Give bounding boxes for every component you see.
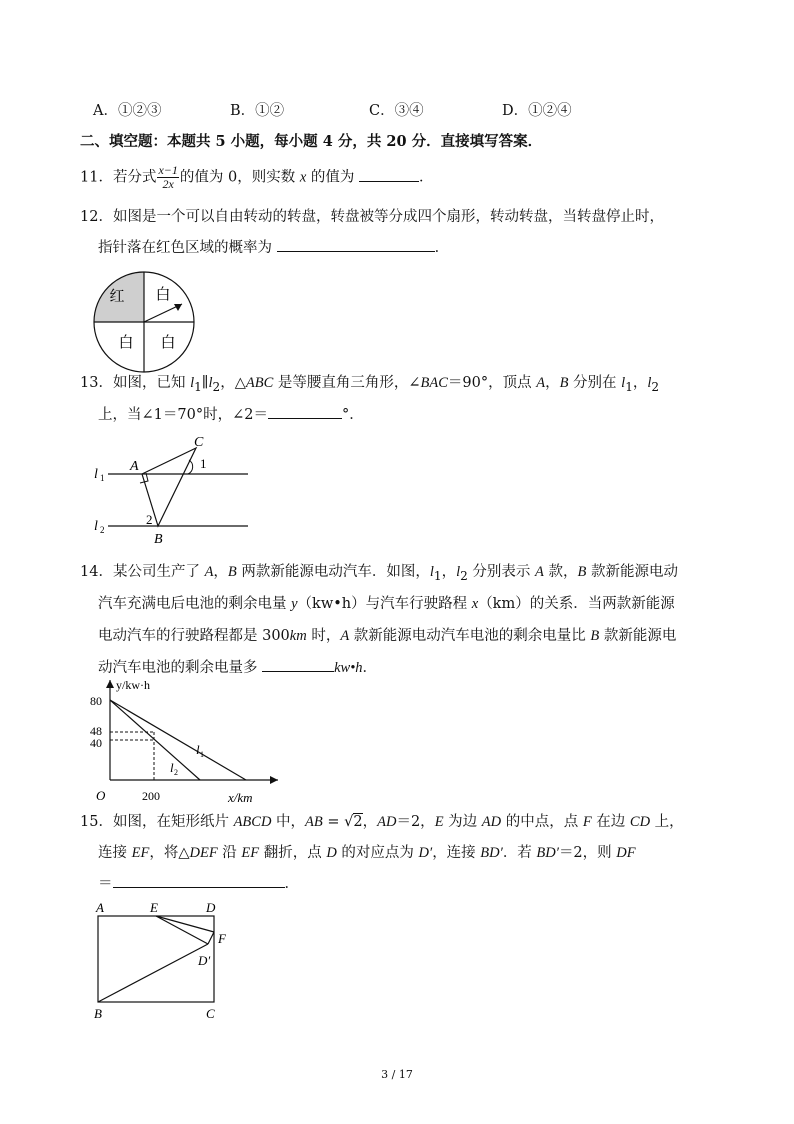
fraction: $\frac{x-1}{2x}$ (158, 163, 178, 191)
svg-text:40: 40 (90, 736, 102, 750)
rectangle-abcd (98, 916, 214, 1002)
question-15-line1: 15．如图，在矩形纸片 ABCD 中，AB = √2，AD＝2，E 为边 AD 的中点，点 F 在边 CD 上， (80, 814, 684, 830)
rectangle-diagram (88, 898, 228, 1022)
sector-label-white: 白 (118, 335, 134, 351)
svg-text:80: 80 (90, 694, 102, 708)
svg-text:C: C (206, 1006, 215, 1021)
svg-text:1: 1 (200, 750, 204, 759)
line-l2 (110, 700, 200, 780)
answer-blank-11[interactable] (359, 167, 419, 182)
svg-text:D′: D′ (198, 953, 211, 968)
segment-bd-prime (98, 944, 211, 1002)
option-b[interactable]: B．①② (230, 103, 285, 119)
svg-text:1: 1 (200, 456, 207, 471)
svg-text:2: 2 (100, 525, 105, 535)
svg-text:l: l (170, 760, 174, 775)
svg-text:A: A (130, 459, 139, 474)
svg-text:l: l (196, 742, 200, 757)
option-d[interactable]: D．①②④ (502, 103, 572, 119)
answer-blank-12[interactable] (277, 237, 435, 252)
question-11: 11．若分式 $\frac{x-1}{2x}$ 的值为 0，则实数 x 的值为 ． (80, 163, 434, 191)
svg-text:F: F (218, 931, 226, 946)
svg-text:B: B (154, 532, 163, 547)
segment-ef (156, 916, 214, 932)
question-13-line1: 13．如图，已知 $l_1\parallel l_2$，△ABC 是等腰直角三角形，∠BAC＝90°，顶点 A，B 分别在 $l_1$，$l_2$ (80, 375, 660, 394)
sector-label-white: 白 (155, 287, 171, 303)
option-c[interactable]: C．③④ (369, 103, 424, 119)
answer-blank-13[interactable] (268, 404, 342, 419)
svg-text:1: 1 (100, 473, 105, 483)
svg-text:E: E (150, 900, 158, 915)
question-12-line2: 指针落在红色区域的概率为 ． (98, 237, 449, 259)
answer-blank-15[interactable] (113, 873, 285, 888)
page-number: 3 / 17 (381, 1068, 413, 1081)
svg-text:x/km: x/km (228, 790, 253, 805)
question-14-line3: 电动汽车的行驶路程都是 300km 时，A 款新能源电动汽车电池的剩余电量比 B 款新能源电 (98, 628, 677, 644)
svg-text:2: 2 (146, 512, 153, 527)
svg-text:2: 2 (174, 768, 178, 777)
question-15-line2: 连接 EF，将△DEF 沿 EF 翻折，点 D 的对应点为 D′，连接 BD′．若 BD′＝2，则 DF (98, 845, 636, 861)
svg-text:48: 48 (90, 724, 102, 738)
question-14-line2: 汽车充满电后电池的剩余电量 y（kw•h）与汽车行驶路程 x（km）的关系．当两款新能源 (98, 596, 675, 612)
answer-blank-14[interactable] (262, 657, 334, 672)
svg-text:O: O (96, 788, 106, 803)
svg-text:200: 200 (142, 789, 160, 803)
spinner-diagram (92, 270, 196, 374)
svg-text:A: A (96, 900, 104, 915)
svg-text:l: l (94, 467, 98, 482)
triangle-diagram (88, 432, 258, 547)
sector-label-white: 白 (160, 335, 176, 351)
svg-text:y/kw·h: y/kw·h (116, 678, 150, 692)
svg-text:l: l (94, 519, 98, 534)
question-13-line2: 上，当∠1＝70°时，∠2＝ °． (98, 404, 364, 426)
segment-ed-prime (156, 916, 208, 944)
question-12-line1: 12．如图是一个可以自由转动的转盘，转盘被等分成四个扇形，转动转盘，当转盘停止时， (80, 209, 664, 225)
svg-text:C: C (194, 435, 204, 450)
svg-text:B: B (94, 1006, 102, 1021)
battery-graph (88, 676, 288, 808)
section-title: 二、填空题：本题共 5 小题，每小题 4 分，共 20 分．直接填写答案． (80, 133, 543, 150)
option-a[interactable]: A．①②③ (93, 103, 162, 119)
question-14-line1: 14．某公司生产了 A，B 两款新能源电动汽车．如图，$l_1$，$l_2$ 分别表示 A 款，B 款新能源电动 (80, 564, 678, 583)
question-14-line4: 动汽车电池的剩余电量多 kw•h． (98, 657, 377, 679)
sqrt-symbol: √2 (344, 814, 363, 830)
sector-label-red: 红 (109, 289, 125, 305)
question-15-line3: ＝ ． (98, 873, 299, 895)
svg-text:D: D (206, 900, 216, 915)
